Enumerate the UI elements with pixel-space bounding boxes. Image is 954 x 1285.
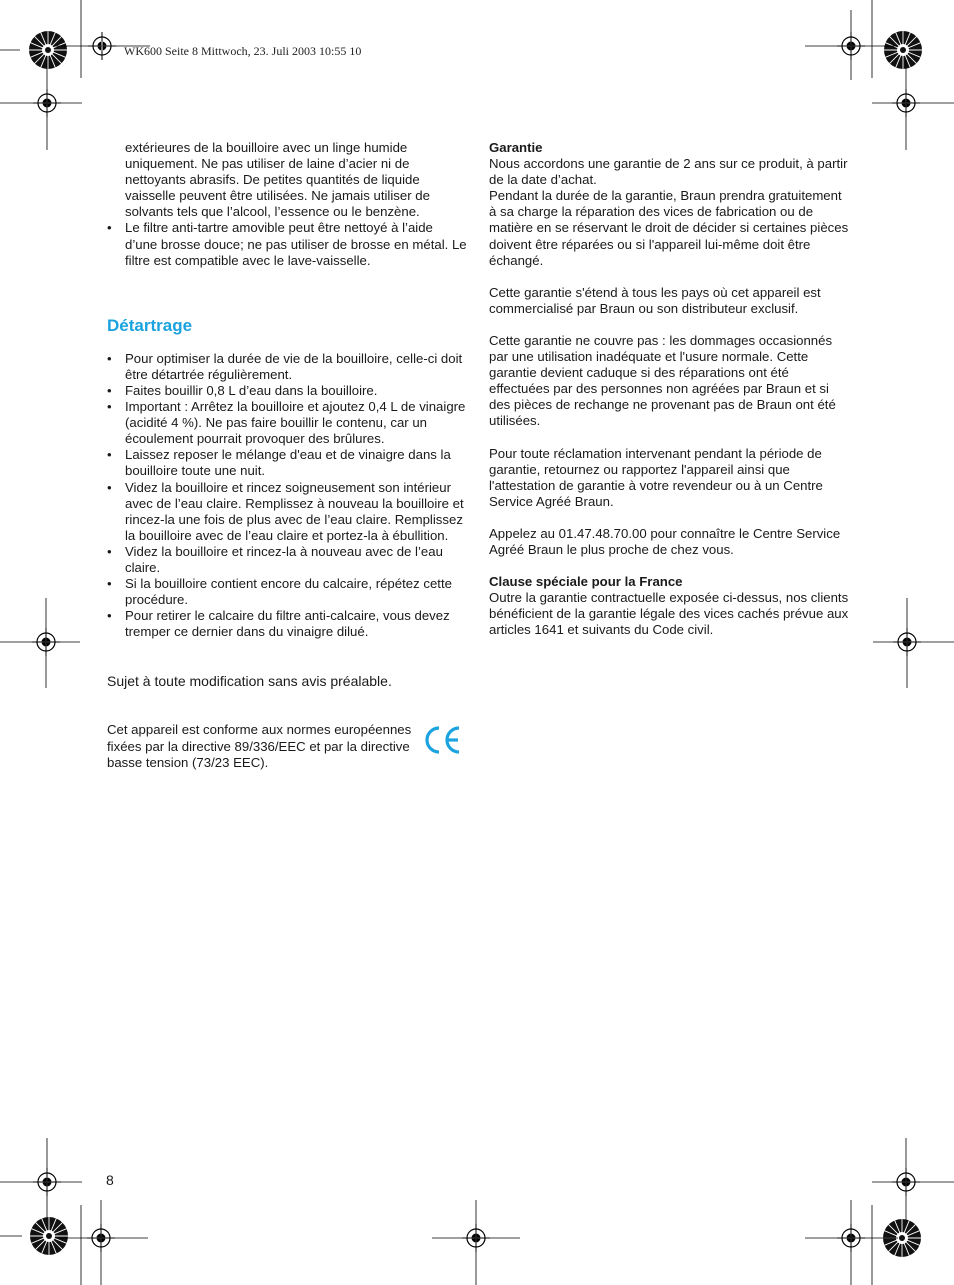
modification-notice: Sujet à toute modification sans avis préalable. <box>107 673 392 690</box>
descaling-bullet-list <box>107 351 467 641</box>
page-number: 8 <box>106 1172 114 1188</box>
clause-heading: Clause spéciale pour la France <box>489 574 683 590</box>
cleaning-continuation-text: extérieures de la bouilloire avec un linge humide uniquement. Ne pas utiliser de laine d’acier ni de nettoyants abrasifs. De petites quantités de liquide vaisselle peuvent être utilisées. Ne jamais utiliser de solvants tels que l’alcool, l’essence ou le benzène. <box>125 140 430 220</box>
print-slug-header: WK600 Seite 8 Mittwoch, 23. Juli 2003 10:55 10 <box>124 44 362 58</box>
list-item: • Videz la bouilloire et rincez soigneusement son intérieur avec de l’eau claire. Remplissez à nouveau la bouilloire et rincez-la une fois de plus avec de l’eau claire. Remplissez la bouilloire avec de l’eau claire et portez-la à ébullition. <box>107 480 467 544</box>
list-item: • Pour retirer le calcaire du filtre anti-calcaire, vous devez tremper ce dernier dans du vinaigre dilué. <box>107 608 467 640</box>
warranty-paragraph: Appelez au 01.47.48.70.00 pour connaître le Centre Service Agréé Braun le plus proche de chez vous. <box>489 525 841 557</box>
descaling-heading: Détartrage <box>107 315 193 335</box>
warranty-paragraph: Cette garantie ne couvre pas : les dommages occasionnés par une utilisation inadéquate et l'usure normale. Cette garantie devient caduque si des réparations ont été effectuées par des personnes non agréées par Braun et si des pièces de rechange ne provenant pas de Braun ont été utilisées. <box>489 332 836 429</box>
warranty-heading: Garantie <box>489 140 543 155</box>
conformity-text: Cet appareil est conforme aux normes européennes fixées par la directive 89/336/EEC et par la directive basse tension (73/23 EEC). <box>107 722 412 770</box>
conformity-block <box>107 722 467 770</box>
filter-bullet-list <box>107 220 467 268</box>
list-item: • Important : Arrêtez la bouilloire et ajoutez 0,4 L de vinaigre (acidité 4 %). Ne pas faire bouillir le contenu, car un écoulement pourrait provoquer des brûlures. <box>107 399 467 447</box>
left-column <box>107 140 467 771</box>
list-item: • Faites bouillir 0,8 L d’eau dans la bouilloire. <box>107 383 467 399</box>
warranty-paragraph: Nous accordons une garantie de 2 ans sur ce produit, à partir de la date d’achat. <box>489 156 848 188</box>
warranty-paragraph: Pour toute réclamation intervenant pendant la période de garantie, retournez ou rapportez l'appareil ainsi que l'attestation de garantie à votre revendeur ou à un Centre Service Agréé Braun. <box>489 445 823 509</box>
list-item: • Pour optimiser la durée de vie de la bouilloire, celle-ci doit être détartrée régulièrement. <box>107 351 467 383</box>
warranty-paragraph: Cette garantie s'étend à tous les pays où cet appareil est commercialisé par Braun ou son distributeur exclusif. <box>489 284 821 316</box>
warranty-paragraph: Pendant la durée de la garantie, Braun prendra gratuitement à sa charge la réparation des vices de fabrication ou de matière en se réservant le droit de décider si certaines pièces doivent être réparées ou si l'appareil lui-même doit être échangé. <box>489 188 849 268</box>
clause-text: Outre la garantie contractuelle exposée ci-dessus, nos clients bénéficient de la garantie légale des vices cachés prévue aux articles 1641 et suivants du Code civil. <box>489 590 849 638</box>
list-item: • Le filtre anti-tartre amovible peut être nettoyé à l’aide d’une brosse douce; ne pas utiliser de brosse en métal. Le filtre est compatible avec le lave-vaisselle. <box>107 220 467 268</box>
list-item: • Videz la bouilloire et rincez-la à nouveau avec de l’eau claire. <box>107 544 467 576</box>
right-column <box>489 140 849 638</box>
list-item: • Si la bouilloire contient encore du calcaire, répétez cette procédure. <box>107 576 467 608</box>
ce-mark-icon <box>421 722 463 758</box>
list-item: • Laissez reposer le mélange d'eau et de vinaigre dans la bouilloire toute une nuit. <box>107 447 467 479</box>
